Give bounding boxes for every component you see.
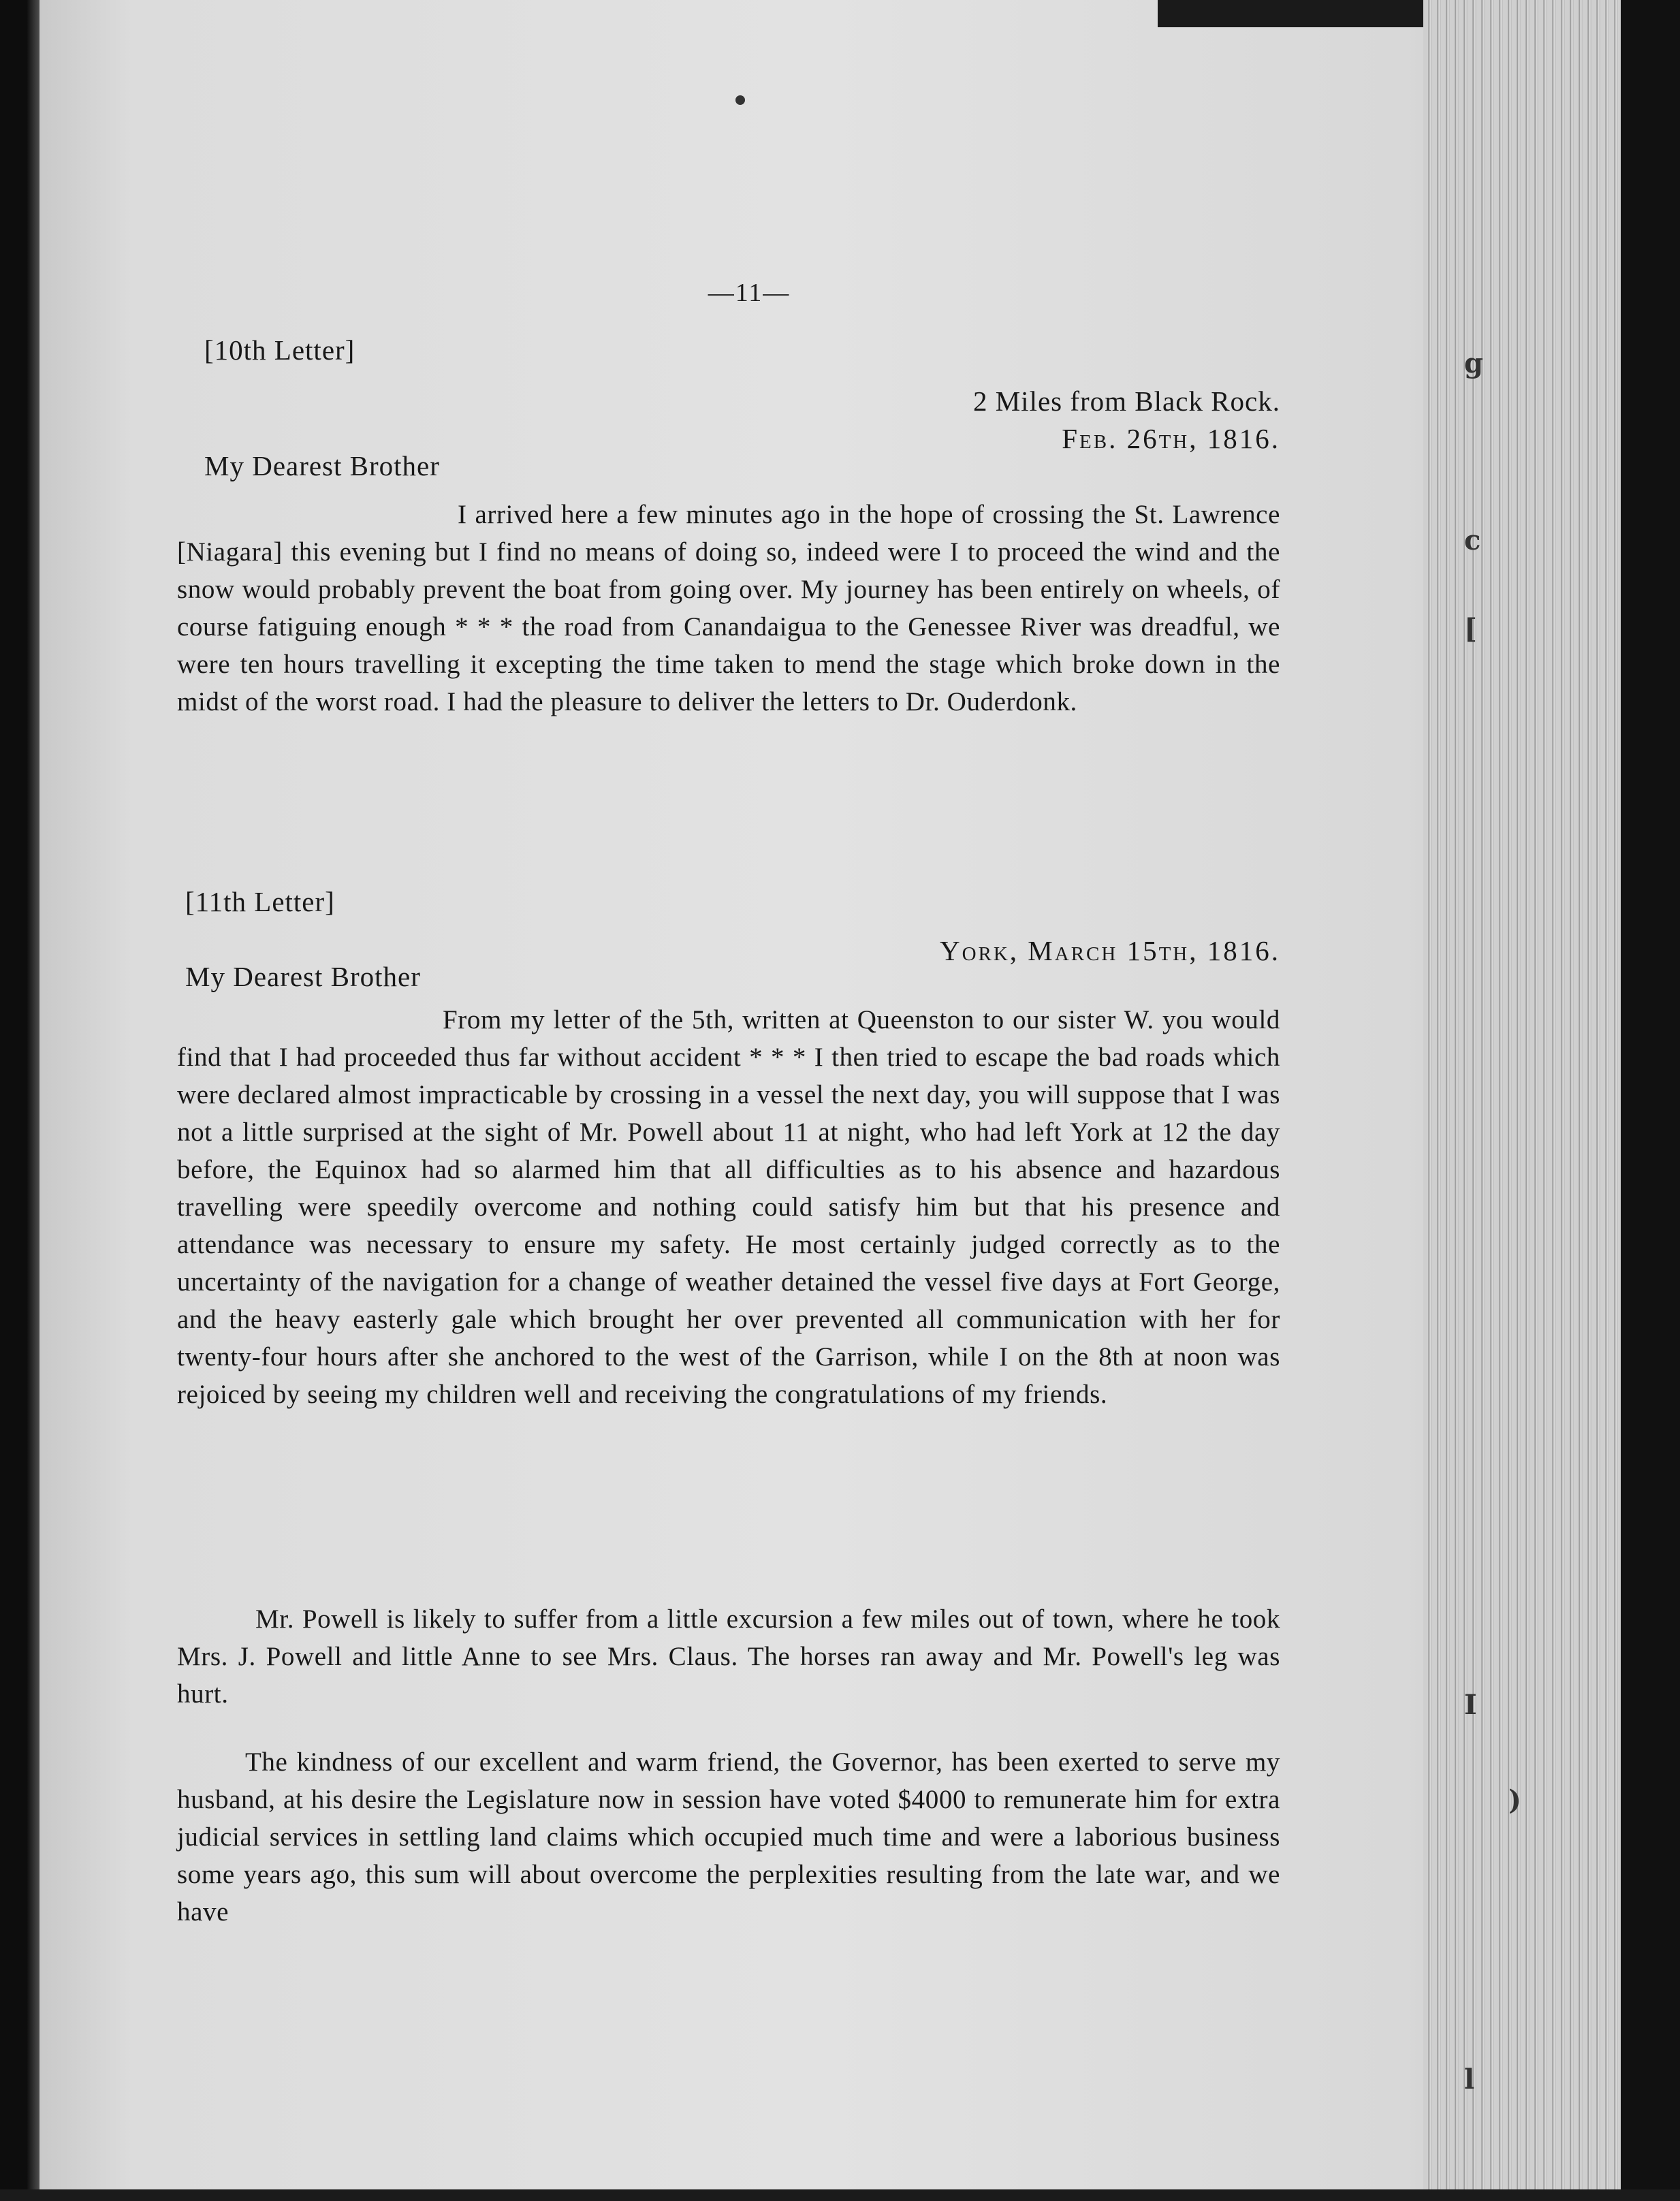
- edge-bleed-mark: c: [1464, 524, 1481, 556]
- edge-bleed-mark: ): [1508, 1784, 1521, 1816]
- letter-11-paragraph-2-text: Mr. Powell is likely to suffer from a little excursion a few miles out of town, where he took Mrs. J. Powell and little Anne to see Mrs. Claus. The horses ran away and Mr. Powell's leg was hurt.: [177, 1604, 1280, 1709]
- letter-10-date: Feb. 26th, 1816.: [1062, 423, 1280, 454]
- edge-bleed-mark: l: [1464, 2063, 1475, 2095]
- edge-bleed-mark: [: [1464, 613, 1477, 645]
- page-edges-stack: [1423, 0, 1634, 2201]
- letter-10-place: 2 Miles from Black Rock.: [972, 385, 1280, 417]
- edge-bleed-mark: I: [1464, 1689, 1477, 1721]
- letter-11-place-date: York, March 15th, 1816.: [939, 935, 1280, 966]
- right-dark-border: [1621, 0, 1680, 2201]
- letter-10-heading: [10th Letter]: [204, 334, 355, 366]
- page-number: —11—: [708, 279, 791, 307]
- page-text: [177, 0, 1280, 2201]
- letter-11-paragraph-1: [177, 1001, 1280, 1413]
- letter-11-paragraph-3-text: The kindness of our excellent and warm friend, the Governor, has been exerted to serve my husband, at his desire the Legislature now in session have voted $4000 to remunerate him for extra judicial services in settling land claims which occupied much time and were a laborious business some years ago, this sum will about overcome the perplexities resulting from the late war, and we have: [177, 1747, 1280, 1927]
- letter-11-paragraph-2: [177, 1600, 1280, 1713]
- letter-10-body: [177, 496, 1280, 721]
- letter-11-salutation: My Dearest Brother: [185, 961, 421, 992]
- letter-10-body-text: I arrived here a few minutes ago in the hope of crossing the St. Lawrence [Niagara] this evening but I find no means of doing so, indeed were I to proceed the wind and the snow would probably prevent the boat from going over. My journey has been entirely on wheels, of course fatiguing enough * * * the road from Canandaigua to the Genessee River was dreadful, we were ten hours travelling it excepting the time taken to mend the stage which broke down in the midst of the worst road. I had the pleasure to deliver the letters to Dr. Ouderdonk.: [177, 500, 1280, 716]
- edge-bleed-mark: g: [1464, 347, 1483, 379]
- letter-11-heading: [11th Letter]: [185, 886, 335, 917]
- letter-10-salutation: My Dearest Brother: [204, 450, 440, 481]
- letter-11-paragraph-3: [177, 1743, 1280, 1931]
- letter-11-paragraph-1-text: From my letter of the 5th, written at Queenston to our sister W. you would find that I had proceeded thus far without accident * * * I then tried to escape the bad roads which were declared almost impracticable by crossing in a vessel the next day, you will suppose that I was not a little surprised at the sight of Mr. Powell about 11 at night, who had left York at 12 the day before, the Equinox had so alarmed him that all difficulties as to his absence and hazardous travelling were speedily overcome and nothing could satisfy him but that his presence and attendance was necessary to ensure my safety. He most certainly judged correctly as to the uncertainty of the navigation for a change of weather detained the vessel five days at Fort George, and the heavy easterly gale which brought her over prevented all communication with her for twenty-four hours after she anchored to the west of the Garrison, while I on the 8th at noon was rejoiced by seeing my children well and receiving the congratulations of my friends.: [177, 1005, 1280, 1409]
